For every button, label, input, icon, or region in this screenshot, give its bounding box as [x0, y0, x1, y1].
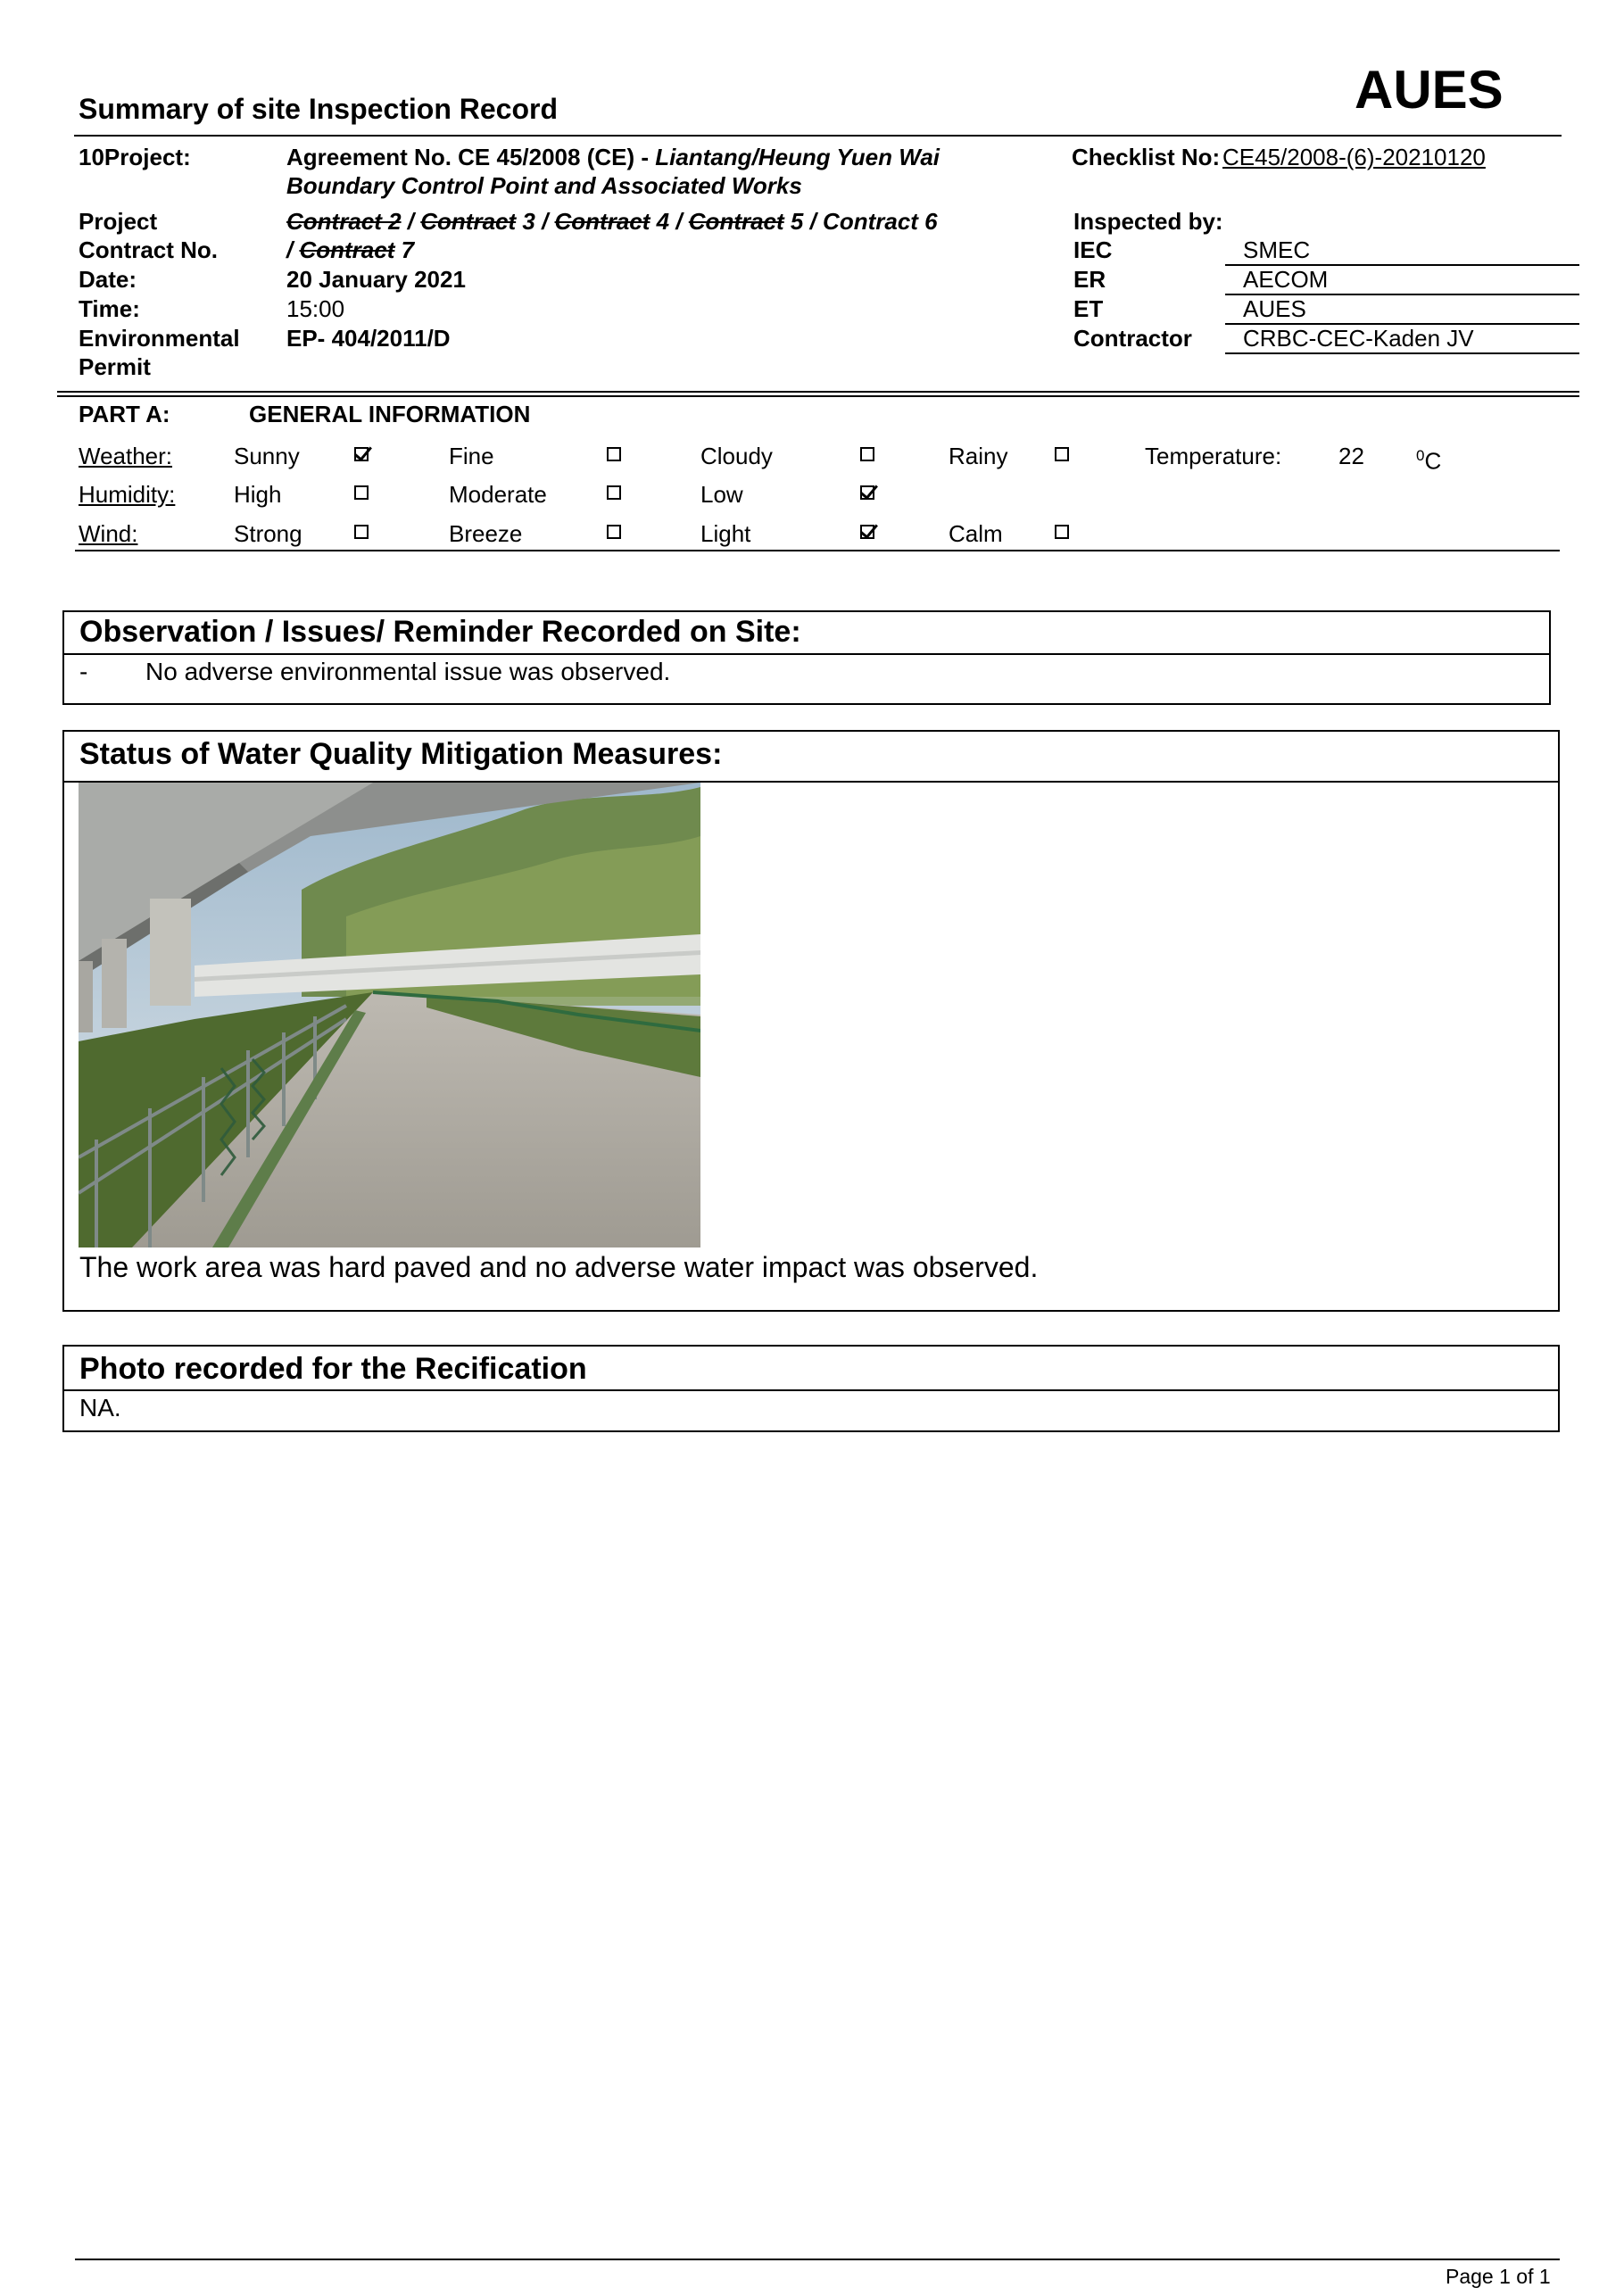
site-photo: [79, 783, 700, 1247]
inspector-role-er: ER: [1073, 266, 1106, 293]
part-a-bottom-rule: [75, 550, 1560, 551]
inspector-name-iec: SMEC: [1243, 236, 1311, 263]
footer-rule: [75, 2259, 1560, 2260]
header-rule: [74, 135, 1562, 137]
permit-label-1: Environmental: [79, 325, 240, 352]
wind-option-strong: Strong: [234, 520, 302, 547]
wind-strong-checkbox[interactable]: [354, 525, 369, 539]
weather-sunny-checkbox[interactable]: [354, 447, 369, 461]
weather-option-cloudy: Cloudy: [700, 443, 773, 469]
rectification-heading: Photo recorded for the Recification: [79, 1352, 587, 1386]
inspector-role-et: ET: [1073, 295, 1104, 322]
observation-bullet: -: [79, 658, 88, 685]
water-quality-caption: The work area was hard paved and no adverse water impact was observed.: [79, 1251, 1039, 1283]
section-rule: [57, 391, 1579, 393]
date-label: Date:: [79, 266, 137, 293]
contract-label-2: Contract No.: [79, 236, 218, 263]
wind-option-calm: Calm: [949, 520, 1003, 547]
weather-option-fine: Fine: [449, 443, 494, 469]
part-a-heading: GENERAL INFORMATION: [249, 401, 531, 427]
project-agreement-line1: Agreement No. CE 45/2008 (CE) - Liantang/Heung Yuen Wai: [286, 144, 940, 170]
humidity-option-moderate: Moderate: [449, 481, 547, 508]
aues-logo: AUES: [1355, 60, 1504, 120]
wind-breeze-checkbox[interactable]: [607, 525, 621, 539]
checklist-label: Checklist No:: [1072, 144, 1221, 170]
permit-label-2: Permit: [79, 353, 151, 380]
inspector-name-contractor: CRBC-CEC-Kaden JV: [1243, 325, 1474, 352]
rectification-text: NA.: [79, 1394, 121, 1422]
water-quality-heading: Status of Water Quality Mitigation Measures:: [79, 737, 723, 771]
temperature-unit: $^0$C: [1416, 447, 1442, 475]
observation-divider: [64, 653, 1549, 655]
checklist-value: CE45/2008-(6)-20210120: [1222, 144, 1486, 170]
permit-value: EP- 404/2011/D: [286, 325, 451, 352]
contract-numbers-line1: Contract 2 / Contract 3 / Contract 4 / Contract 5 / Contract 6: [286, 208, 938, 235]
weather-label: Weather:: [79, 443, 173, 469]
temperature-label: Temperature:: [1145, 443, 1282, 469]
weather-fine-checkbox[interactable]: [607, 447, 621, 461]
rectification-divider: [64, 1389, 1558, 1391]
part-a-label: PART A:: [79, 401, 170, 427]
page-title: Summary of site Inspection Record: [79, 93, 559, 125]
date-value: 20 January 2021: [286, 266, 466, 293]
humidity-moderate-checkbox[interactable]: [607, 485, 621, 500]
inspected-by-label: Inspected by:: [1073, 208, 1223, 235]
weather-option-rainy: Rainy: [949, 443, 1008, 469]
humidity-label: Humidity:: [79, 481, 176, 508]
contract-numbers-line2: / Contract 7: [286, 236, 415, 263]
inspector-role-contractor: Contractor: [1073, 325, 1192, 352]
humidity-low-checkbox[interactable]: [860, 485, 874, 500]
wind-label: Wind:: [79, 520, 138, 547]
project-label: 10Project:: [79, 144, 191, 170]
contract-label-1: Project: [79, 208, 158, 235]
wind-calm-checkbox[interactable]: [1055, 525, 1069, 539]
rectification-box: [62, 1345, 1560, 1432]
observation-heading: Observation / Issues/ Reminder Recorded on Site:: [79, 615, 801, 649]
section-rule: [57, 395, 1579, 397]
time-value: 15:00: [286, 295, 345, 322]
observation-box: [62, 610, 1551, 705]
weather-cloudy-checkbox[interactable]: [860, 447, 874, 461]
humidity-option-low: Low: [700, 481, 743, 508]
humidity-option-high: High: [234, 481, 282, 508]
page-number: Page 1 of 1: [1446, 2265, 1551, 2288]
humidity-high-checkbox[interactable]: [354, 485, 369, 500]
wind-light-checkbox[interactable]: [860, 525, 874, 539]
weather-rainy-checkbox[interactable]: [1055, 447, 1069, 461]
temperature-value: 22: [1338, 443, 1364, 469]
observation-text: No adverse environmental issue was observed.: [145, 658, 671, 685]
inspector-underline: [1225, 352, 1579, 354]
inspector-name-er: AECOM: [1243, 266, 1329, 293]
time-label: Time:: [79, 295, 140, 322]
wind-option-light: Light: [700, 520, 751, 547]
wind-option-breeze: Breeze: [449, 520, 523, 547]
inspector-role-iec: IEC: [1073, 236, 1113, 263]
inspector-name-et: AUES: [1243, 295, 1306, 322]
weather-option-sunny: Sunny: [234, 443, 300, 469]
project-agreement-line2: Boundary Control Point and Associated Works: [286, 172, 802, 199]
